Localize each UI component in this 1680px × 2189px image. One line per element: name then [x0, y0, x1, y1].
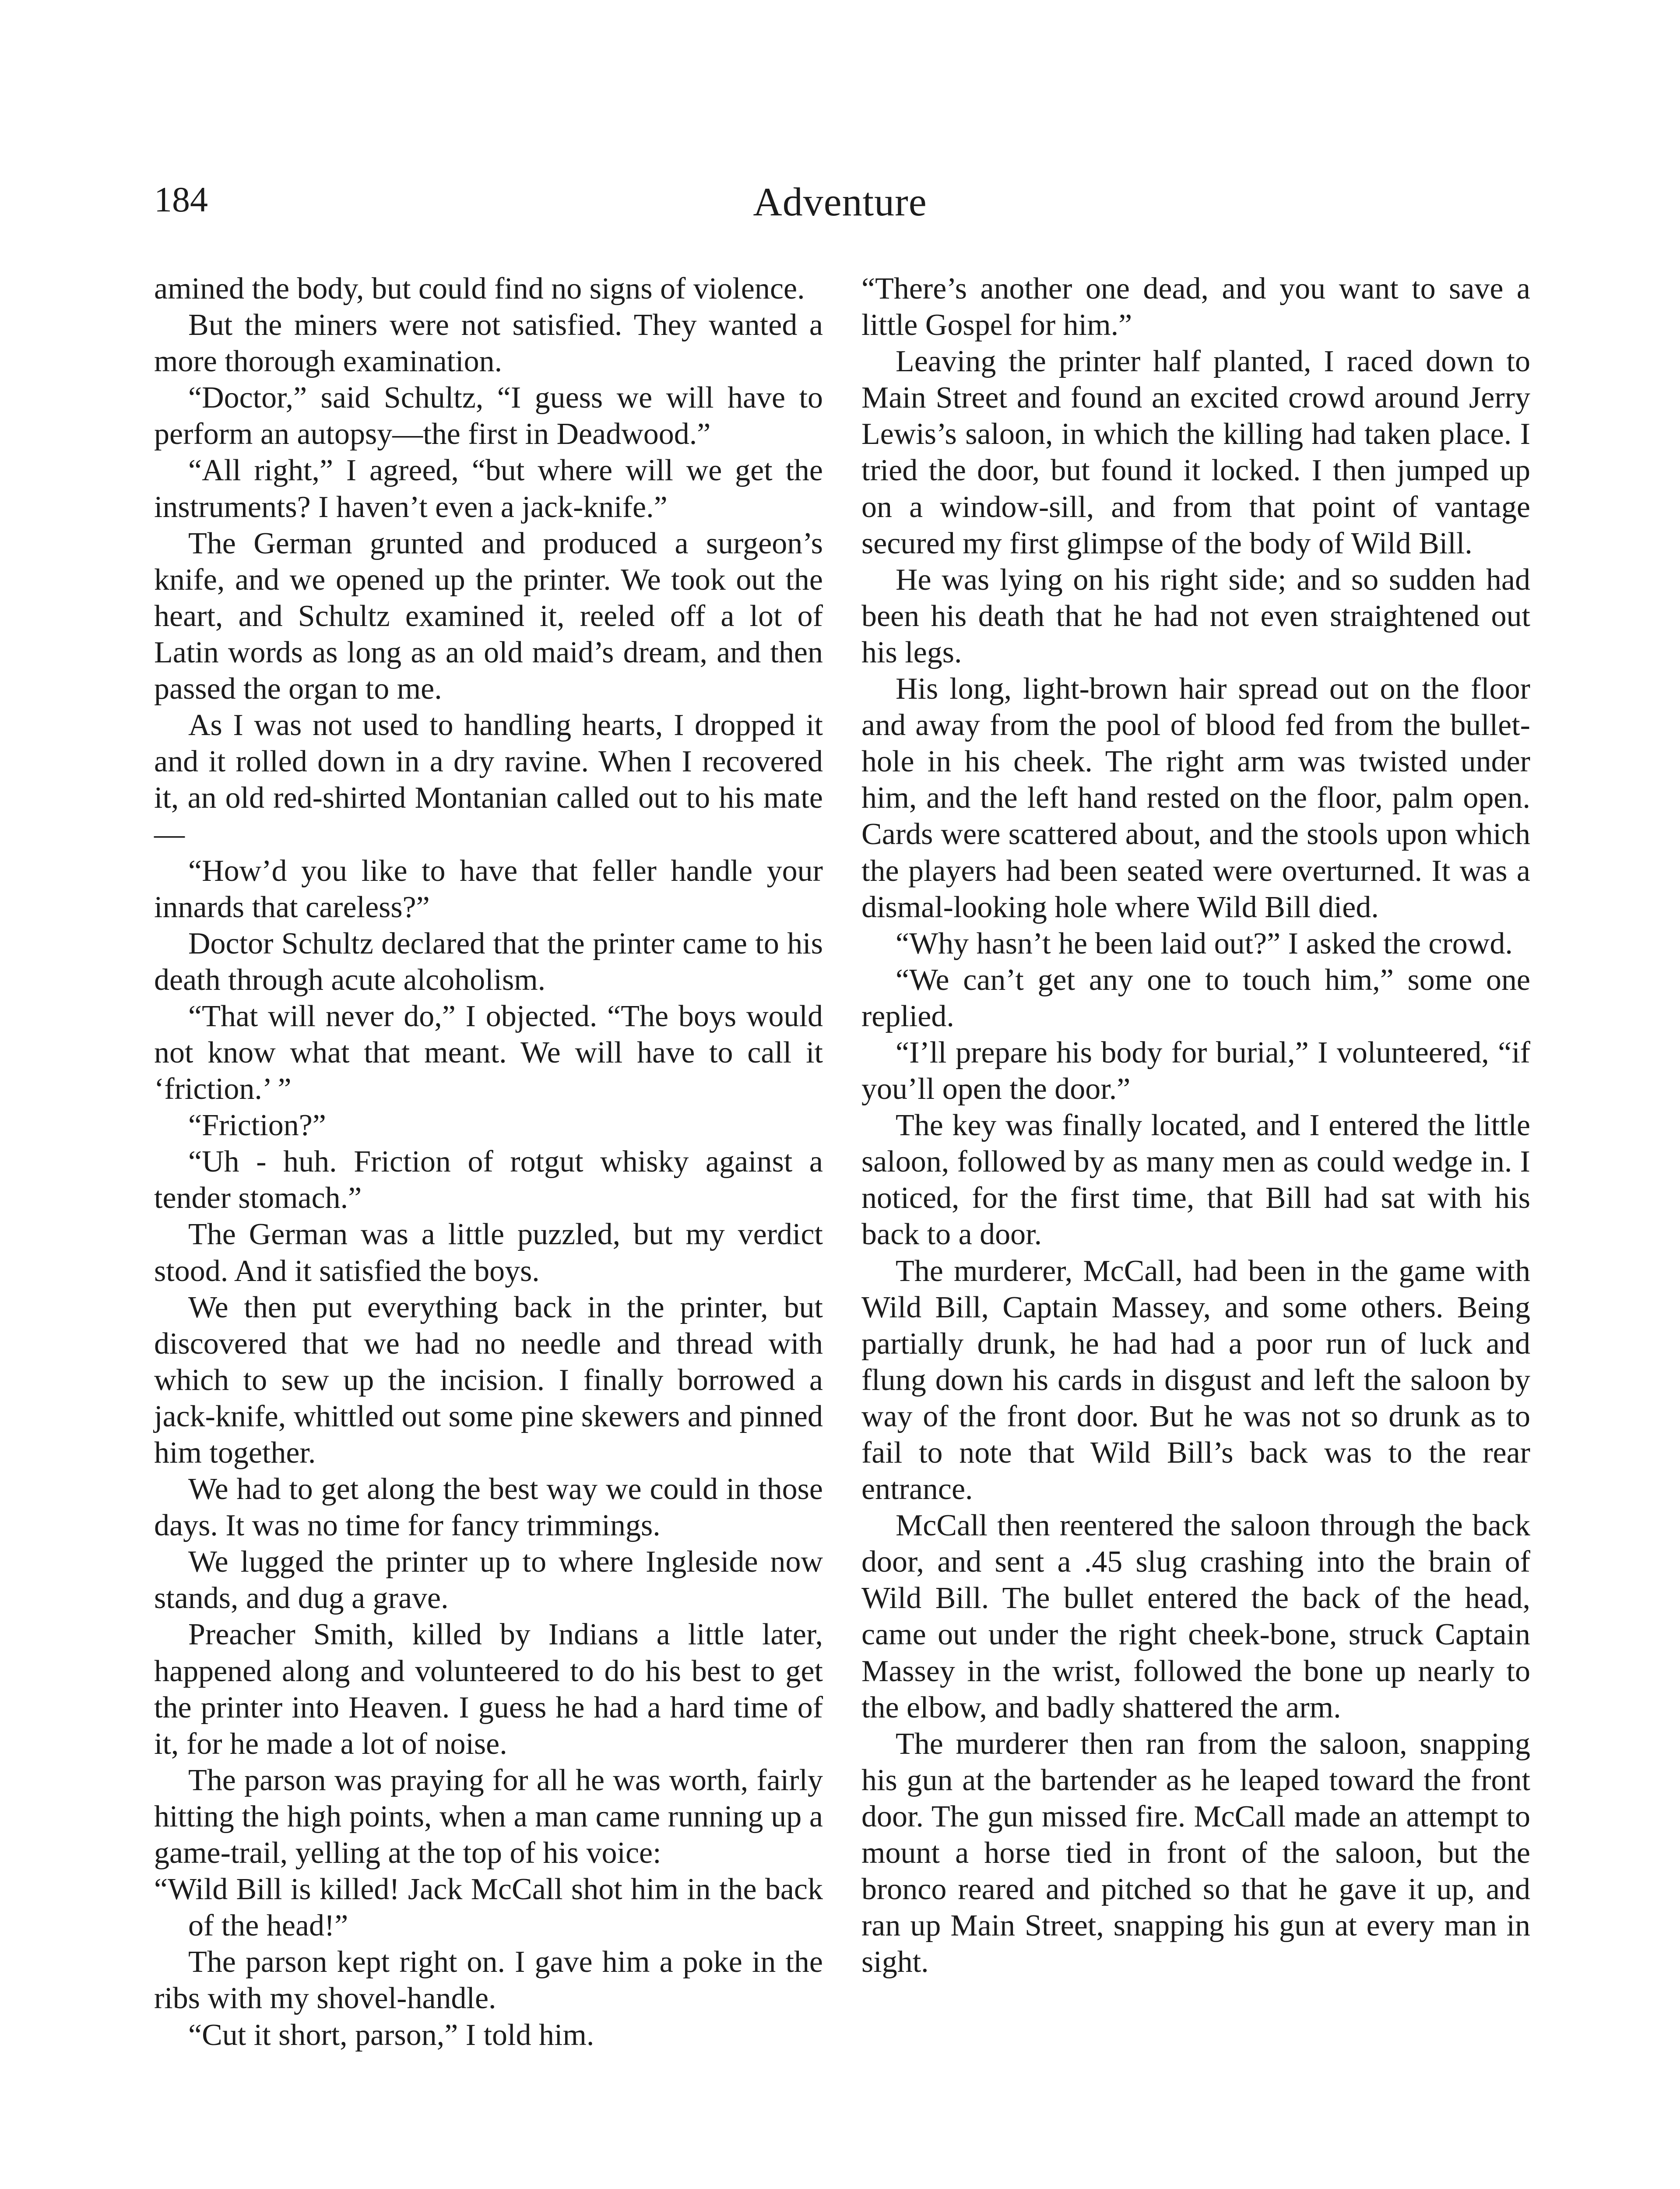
running-head-title: Adventure: [753, 179, 927, 224]
paragraph: “Why hasn’t he been laid out?” I asked the crowd.: [896, 926, 1513, 961]
paragraph: He was lying on his right side; and so sudden had been his death that he had not even straightened out his legs.: [861, 563, 1530, 669]
paragraph: “Doctor,” said Schultz, “I guess we will have to perform an autopsy—the first in Deadwood.”: [154, 381, 823, 451]
paragraph: The German was a little puzzled, but my verdict stood. And it satisfied the boys.: [154, 1218, 823, 1288]
paragraph: Doctor Schultz declared that the printer came to his death through acute alcoholism.: [154, 926, 823, 997]
paragraph: “There’s another one dead, and you want to save a little Gospel for him.”: [861, 272, 1530, 342]
paragraph: We had to get along the best way we could in those days. It was no time for fancy trimmings.: [154, 1472, 823, 1543]
paragraph: “We can’t get any one to touch him,” some one replied.: [861, 963, 1530, 1033]
paragraph: His long, light-brown hair spread out on the floor and away from the pool of blood fed from the bullet-hole in his cheek. The right arm was twisted under him, and the left hand rested on the floor, palm open. Cards were scattered about, and the stools upon which the players had been seated were overturned. It was a dismal-looking hole where Wild Bill died.: [861, 672, 1530, 924]
left-column: [154, 271, 823, 2053]
paragraph: The murderer, McCall, had been in the game with Wild Bill, Captain Massey, and some others. Being partially drunk, he had had a poor run of luck and flung down his cards in disgust and left the saloon by way of the front door. But he was not so drunk as to fail to note that Wild Bill’s back was to the rear entrance.: [861, 1254, 1530, 1506]
paragraph: “How’d you like to have that feller handle your innards that careless?”: [154, 854, 823, 924]
paragraph: But the miners were not satisfied. They wanted a more thorough examination.: [154, 308, 823, 379]
paragraph: “I’ll prepare his body for burial,” I volunteered, “if you’ll open the door.”: [861, 1035, 1530, 1106]
paragraph: “Uh - huh. Friction of rotgut whisky against a tender stomach.”: [154, 1145, 823, 1215]
paragraph: We lugged the printer up to where Ingleside now stands, and dug a grave.: [154, 1545, 823, 1615]
paragraph: The German grunted and produced a surgeon’s knife, and we opened up the printer. We took out the heart, and Schultz examined it, reeled off a lot of Latin words as long as an old maid’s dream, and then passed the organ to me.: [154, 526, 823, 706]
paragraph: The parson kept right on. I gave him a poke in the ribs with my shovel-handle.: [154, 1945, 823, 2016]
paragraph: The murderer then ran from the saloon, snapping his gun at the bartender as he leaped toward the front door. The gun missed fire. McCall made an attempt to mount a horse tied in front of the saloon, but the bronco reared and pitched so that he gave it up, and ran up Main Street, snapping his gun at every man in sight.: [861, 1727, 1530, 1979]
paragraph: “Friction?”: [188, 1109, 326, 1143]
paragraph: “All right,” I agreed, “but where will we get the instruments? I haven’t even a jack-knife.”: [154, 454, 823, 524]
paragraph: Leaving the printer half planted, I raced down to Main Street and found an excited crowd around Jerry Lewis’s saloon, in which the killing had taken place. I tried the door, but found it locked. I then jumped up on a window-sill, and from that point of vantage secured my first glimpse of the body of Wild Bill.: [861, 345, 1530, 560]
paragraph: The parson was praying for all he was worth, fairly hitting the high points, when a man came running up a game-trail, yelling at the top of his voice:: [154, 1763, 823, 1870]
page-number: 184: [154, 179, 208, 219]
paragraph: We then put everything back in the printer, but discovered that we had no needle and thread with which to sew up the incision. I finally borrowed a jack-knife, whittled out some pine skewers and pinned him together.: [154, 1290, 823, 1470]
paragraph: Preacher Smith, killed by Indians a little later, happened along and volunteered to do his best to get the printer into Heaven. I guess he had a hard time of it, for he made a lot of noise.: [154, 1618, 823, 1761]
paragraph: McCall then reentered the saloon through the back door, and sent a .45 slug crashing into the brain of Wild Bill. The bullet entered the back of the head, came out under the right cheek-bone, struck Captain Massey in the wrist, followed the bone up nearly to the elbow, and badly shattered the arm.: [861, 1509, 1530, 1724]
paragraph: “Wild Bill is killed! Jack McCall shot him in the back of the head!”: [154, 1872, 823, 1943]
paragraph: “That will never do,” I objected. “The boys would not know what that meant. We will have to call it ‘friction.’ ”: [154, 999, 823, 1106]
paragraph: amined the body, but could find no signs of violence.: [154, 272, 805, 306]
paragraph: “Cut it short, parson,” I told him.: [188, 2018, 594, 2052]
right-column: [861, 271, 1530, 1980]
paragraph: As I was not used to handling hearts, I dropped it and it rolled down in a dry ravine. When I recovered it, an old red-shirted Montanian called out to his mate—: [154, 708, 823, 852]
paragraph: The key was finally located, and I entered the little saloon, followed by as many men as could wedge in. I noticed, for the first time, that Bill had sat with his back to a door.: [861, 1109, 1530, 1252]
